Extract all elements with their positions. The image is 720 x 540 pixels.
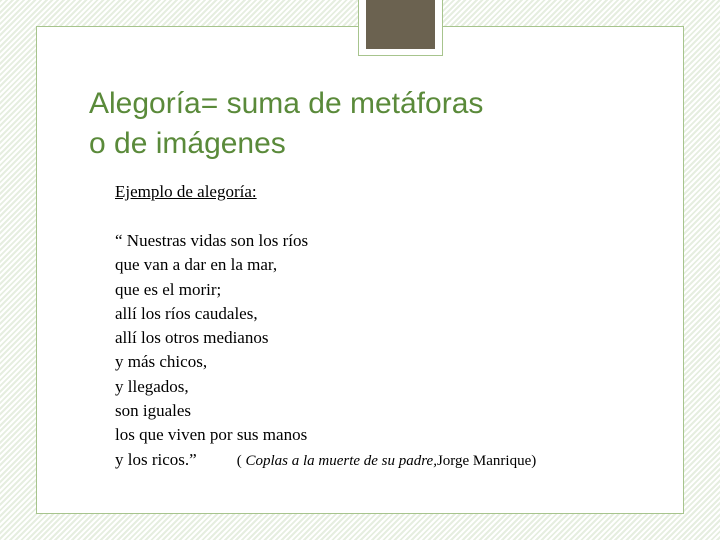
citation-work: Coplas a la muerte de su padre, — [245, 452, 437, 469]
example-heading: Ejemplo de alegoría: — [115, 182, 257, 201]
citation — [237, 453, 537, 469]
slide-title-line-1: Alegoría= suma de metáforas — [89, 87, 484, 120]
poem — [115, 229, 675, 473]
decorative-tab-block — [366, 0, 435, 49]
poem-line: que es el morir; — [115, 279, 222, 299]
slide-title-line-2: o de imágenes — [89, 127, 286, 160]
poem-line: y llegados, — [115, 376, 189, 396]
poem-line: son iguales — [115, 401, 192, 421]
poem-line: los que viven por sus manos — [115, 425, 308, 445]
poem-line: y más chicos, — [115, 352, 208, 372]
citation-close: ) — [531, 452, 537, 469]
poem-line: que van a dar en la mar, — [115, 255, 278, 275]
poem-last-line — [115, 448, 675, 473]
citation-open: ( — [236, 452, 246, 469]
slide-title — [89, 84, 649, 164]
slide-body — [115, 181, 675, 469]
poem-line: allí los ríos caudales, — [115, 303, 258, 323]
poem-line-text: y los ricos.” — [115, 449, 197, 469]
poem-line: allí los otros medianos — [115, 328, 269, 348]
poem-line: “ Nuestras vidas son los ríos — [115, 231, 309, 250]
citation-author: Jorge Manrique — [436, 452, 532, 469]
